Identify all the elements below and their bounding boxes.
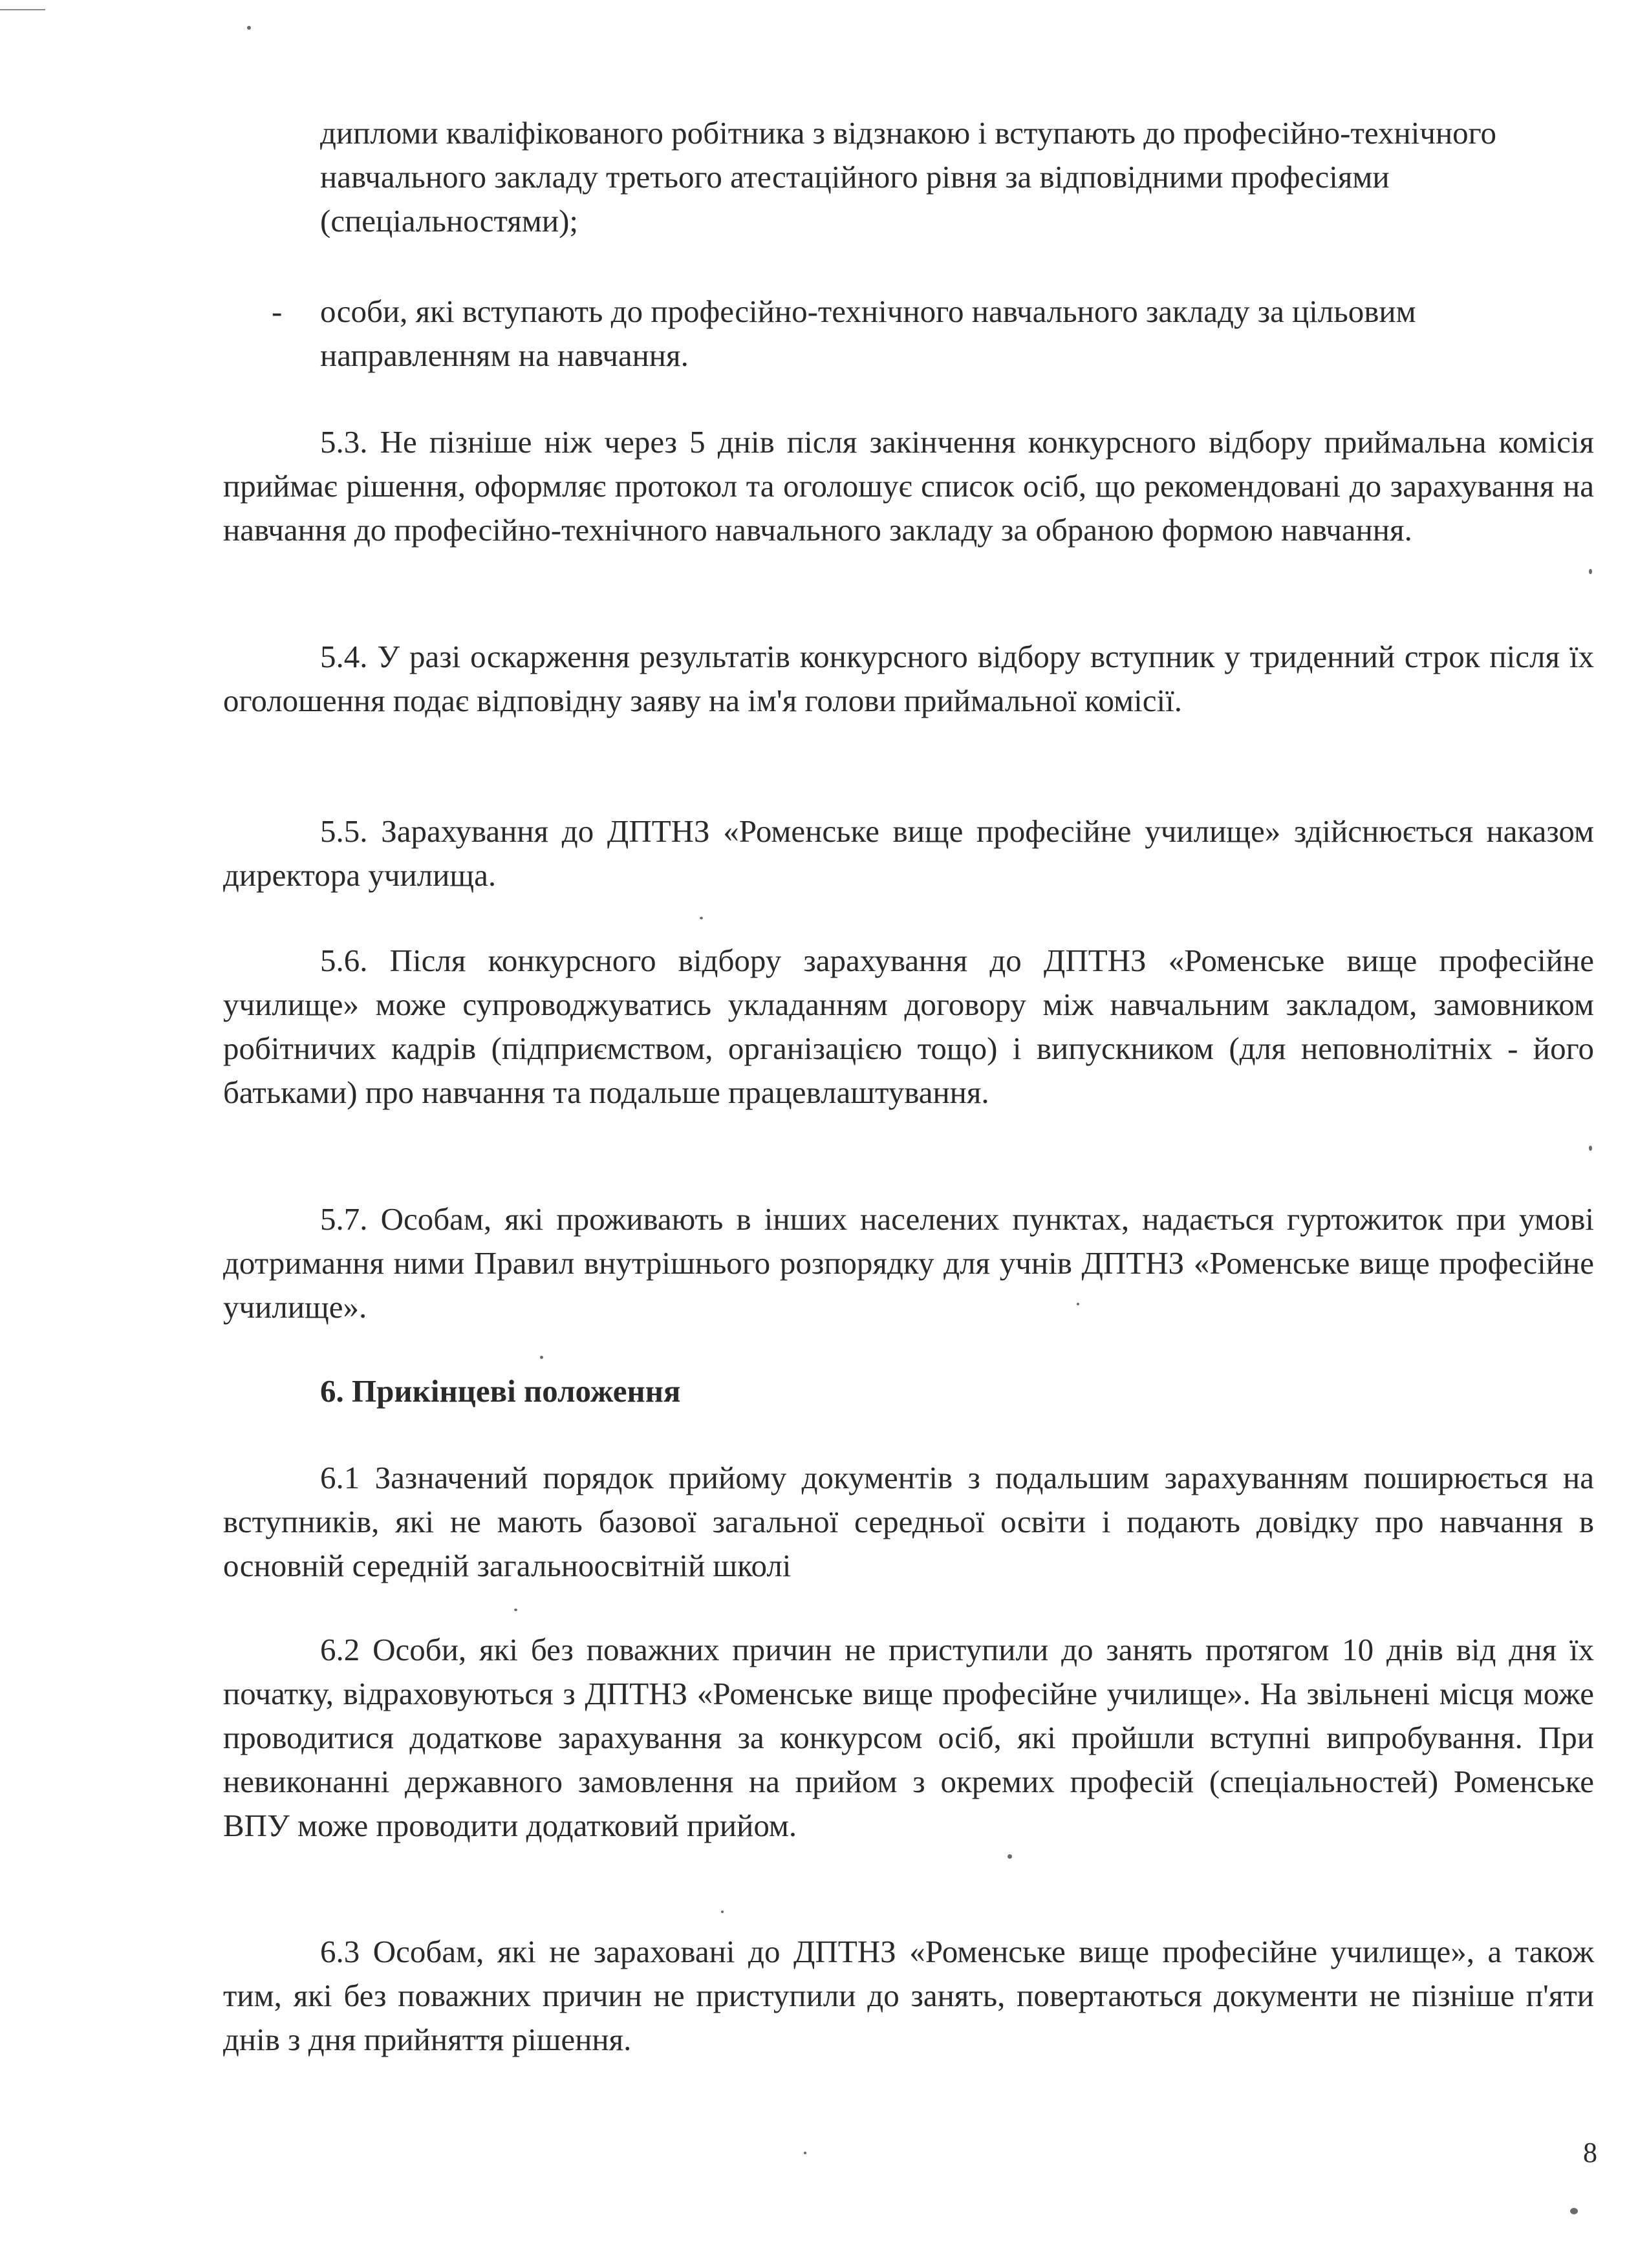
scan-speck bbox=[1589, 569, 1592, 574]
scan-edge-rule bbox=[0, 9, 45, 10]
bullet-marker: - bbox=[272, 294, 283, 329]
section-6-heading: 6. Прикінцеві положення bbox=[320, 1373, 681, 1409]
continuation-paragraph: дипломи кваліфікованого робітника з відзнакою і вступають до професійно-технічного навчального закладу третього атестаційного рівня за відповідними професіями (спеціальностями); bbox=[320, 115, 1497, 239]
paragraph-6-1: 6.1 Зазначений порядок прийому документів з подальшим зарахуванням поширюється на вступників, які не мають базової загальної середньої освіти і подають довідку про навчання в основній середній загальноосвітній школі bbox=[223, 1460, 1594, 1583]
scan-speck bbox=[247, 26, 251, 30]
page-number: 8 bbox=[1583, 2137, 1597, 2168]
paragraph-5-7: 5.7. Особам, які проживають в інших населених пунктах, надається гуртожиток при умові дотримання ними Правил внутрішнього розпорядку для учнів ДПТНЗ «Роменське вище професійне училище». bbox=[223, 1201, 1594, 1325]
scan-speck bbox=[700, 917, 703, 919]
scan-speck bbox=[514, 1609, 517, 1611]
scan-speck bbox=[1008, 1854, 1012, 1859]
scan-speck bbox=[1077, 1303, 1079, 1305]
scan-speck bbox=[1589, 1146, 1592, 1151]
paragraph-5-4: 5.4. У разі оскарження результатів конкурсного відбору вступник у триденний строк після їх оголошення подає відповідну заяву на ім'я голови приймальної комісії. bbox=[223, 639, 1594, 718]
paragraph-6-3: 6.3 Особам, які не зараховані до ДПТНЗ «Роменське вище професійне училище», а також тим, які без поважних причин не приступили до занять, повертаються документи не пізніше п'яти днів з дня прийняття рішення. bbox=[223, 1934, 1594, 2057]
scan-speck bbox=[721, 1910, 724, 1913]
paragraph-5-5: 5.5. Зарахування до ДПТНЗ «Роменське вище професійне училище» здійснюється наказом директора училища. bbox=[223, 813, 1594, 893]
scan-speck bbox=[804, 2152, 806, 2154]
bullet-item: особи, які вступають до професійно-технічного навчального закладу за цільовим направленням на навчання. bbox=[320, 294, 1416, 373]
paragraph-5-6: 5.6. Після конкурсного відбору зарахування до ДПТНЗ «Роменське вище професійне училище» може супроводжуватись укладанням договору між навчальним закладом, замовником робітничих кадрів (підприємством, організацією тощо) і випускником (для неповнолітніх - його батьками) про навчання та подальше працевлаштування. bbox=[223, 943, 1594, 1110]
paragraph-6-2: 6.2 Особи, які без поважних причин не приступили до занять протягом 10 днів від дня їх початку, відраховуються з ДПТНЗ «Роменське вище професійне училище». На звільнені місця може проводитися додаткове зарахування за конкурсом осіб, які пройшли вступні випробування. При невиконанні державного замовлення на прийом з окремих професій (спеціальностей) Роменське ВПУ може проводити додатковий прийом. bbox=[223, 1632, 1594, 1843]
scan-speck bbox=[540, 1356, 543, 1359]
scan-speck bbox=[1570, 2208, 1578, 2214]
paragraph-5-3: 5.3. Не пізніше ніж через 5 днів після закінчення конкурсного відбору приймальна комісія приймає рішення, оформляє протокол та оголошує список осіб, що рекомендовані до зарахування на навчання до професійно-технічного навчального закладу за обраною формою навчання. bbox=[223, 424, 1594, 548]
